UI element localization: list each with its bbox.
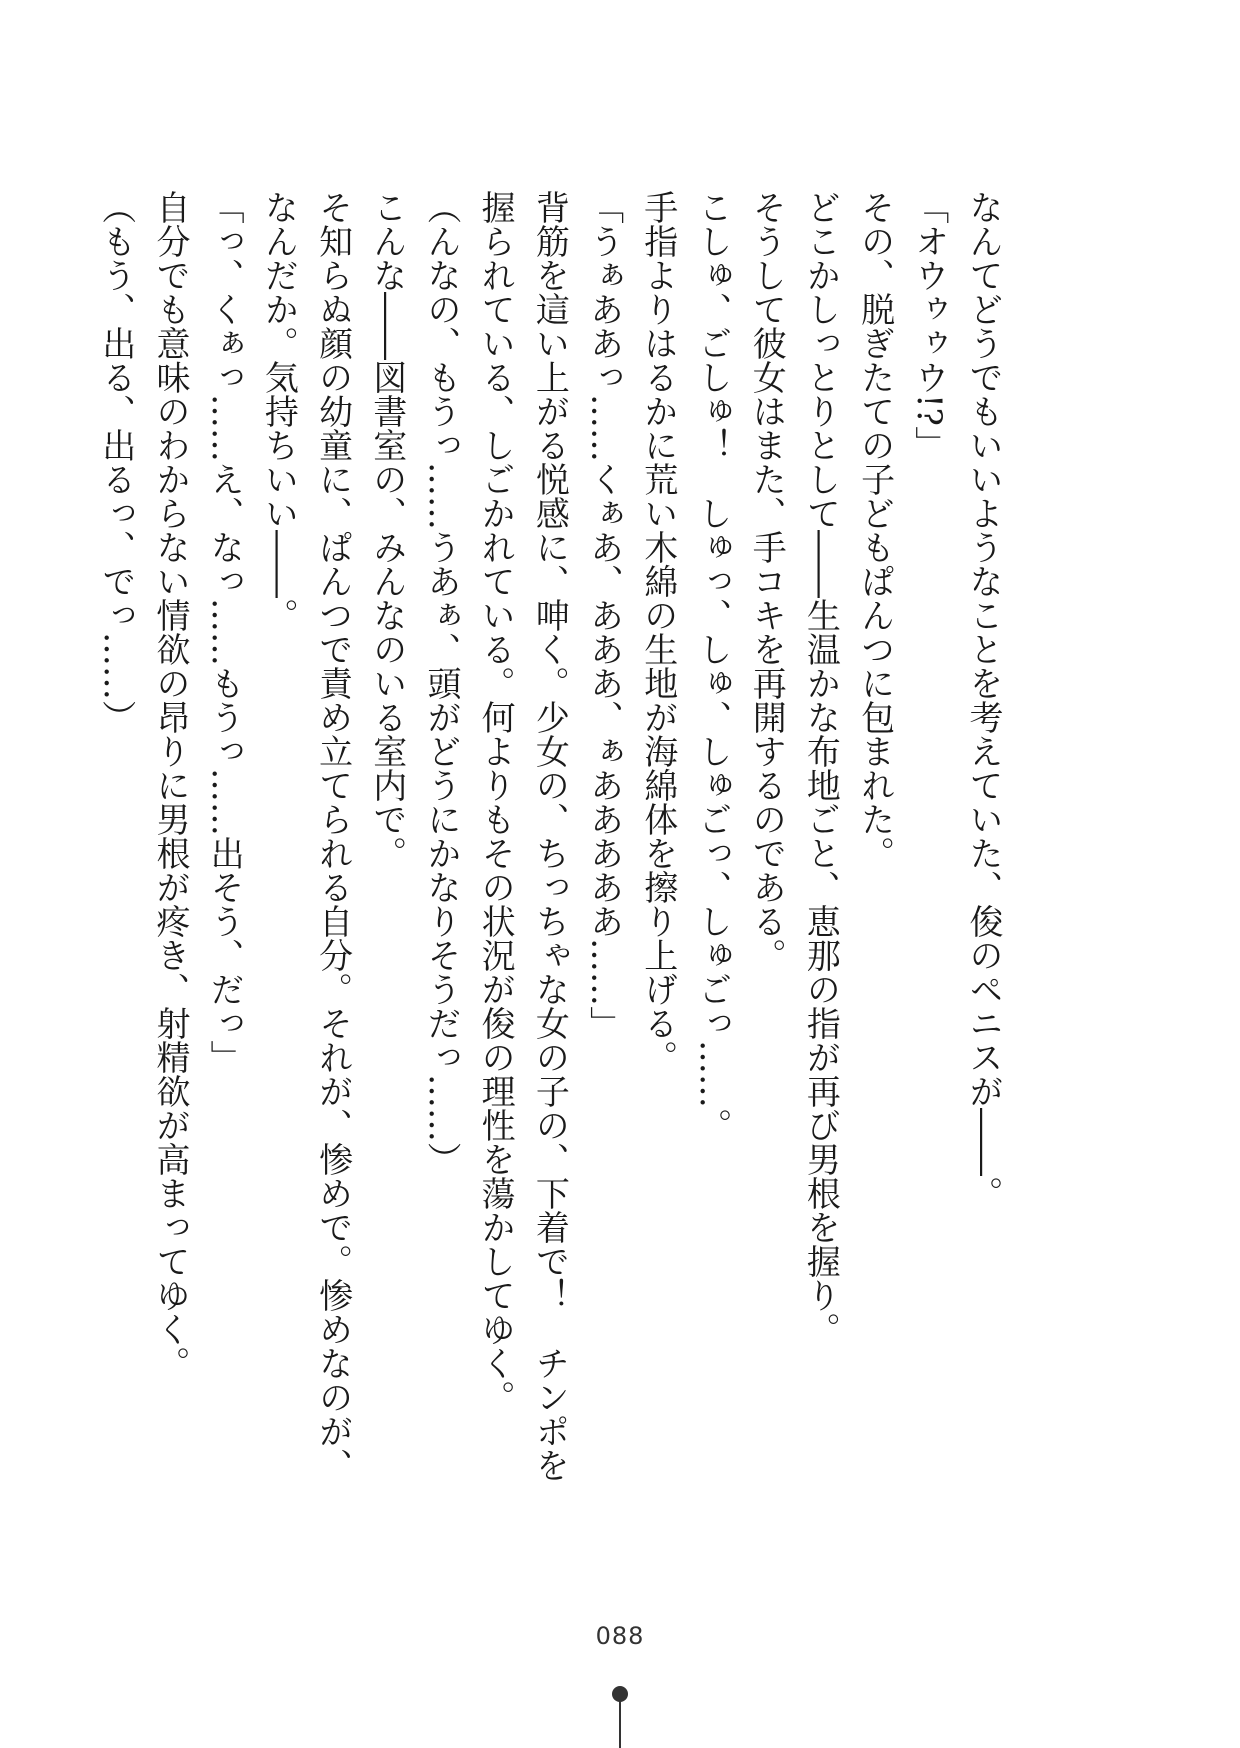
paragraph: 「オウゥゥウ!?」 [908, 190, 949, 460]
paragraph: どこかしっとりとして――生温かな布地ごと、恵那の指が再び男根を握り。 [800, 190, 841, 1346]
paragraph: なんてどうでもいいようなことを考えていた、俊のペニスが――。 [963, 190, 1003, 1210]
paragraph: （もう、出る、出るっ、でっ……） [95, 190, 136, 734]
vertical-text-body [89, 190, 1010, 1490]
paragraph: その、脱ぎたての子どもぱんつに包まれた。 [854, 190, 895, 870]
page-marker-line [619, 1700, 621, 1748]
paragraph: こしゅ、ごしゅ！ しゅっ、しゅ、しゅごっ、しゅごっ……。 [691, 190, 732, 1142]
paragraph: 自分でも意味のわからない情欲の昂りに男根が疼き、射精欲が高まってゆく。 [149, 190, 190, 1380]
page-number: 088 [595, 1622, 645, 1650]
paragraph: そうして彼女はまた、手コキを再開するのである。 [746, 190, 787, 972]
paragraph: 背筋を這い上がる悦感に、呻く。少女の、ちっちゃな女の子の、下着で！ チンポを握られている、しごかれている。何よりもその状況が俊の理性を蕩かしてゆく。 [475, 190, 570, 1482]
paragraph: 手指よりはるかに荒い木綿の生地が海綿体を擦り上げる。 [637, 190, 678, 1074]
paragraph: そ知らぬ顔の幼童に、ぱんつで責め立てられる自分。それが、惨めで。惨めなのが、なんだか。気持ちいい――。 [258, 190, 353, 1482]
paragraph: こんな――図書室の、みんなのいる室内で。 [366, 190, 407, 870]
paragraph: 「っ、くぁっ……え、なっ……もうっ……出そう、だっ」 [204, 190, 245, 1074]
paragraph: （んなの、もうっ……うあぁ、頭がどうにかなりそうだっ……） [420, 190, 461, 1176]
paragraph: 「うぁああっ……くぁあ、あああ、ぁあああああ……」 [583, 190, 624, 1040]
